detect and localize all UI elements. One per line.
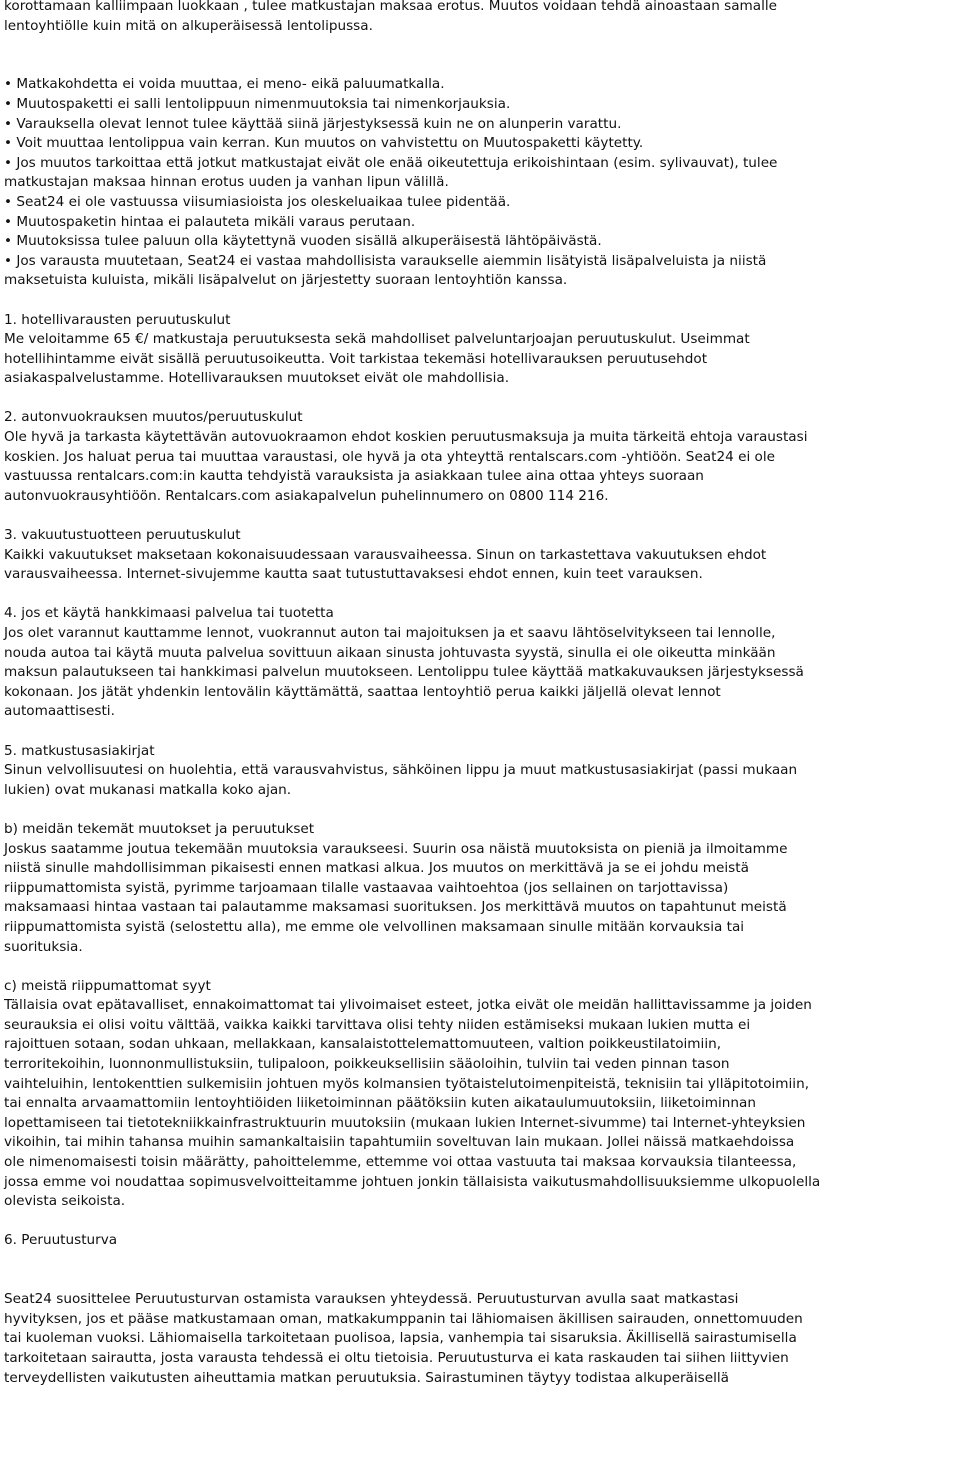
section-cancellation-insurance bbox=[4, 1231, 952, 1388]
section-heading: 2. autonvuokrauksen muutos/peruutuskulut bbox=[4, 409, 303, 426]
text-line: Me veloitamme 65 €/ matkustaja peruutuksesta sekä mahdolliset palveluntarjoajan peruutuskulut. Useimmat bbox=[4, 331, 750, 348]
section-unused-service bbox=[4, 604, 952, 722]
section-insurance bbox=[4, 526, 952, 585]
text-line: varausvaiheessa. Internet-sivujemme kautta saat tutustuttavaksesi ehdot ennen, kuin teet varauksen. bbox=[4, 566, 703, 583]
section-hotel-cancellation bbox=[4, 311, 952, 389]
text-line: korottamaan kalliimpaan luokkaan , tulee matkustajan maksaa erotus. Muutos voidaan tehdä ainoastaan samalle bbox=[4, 0, 778, 14]
text-line: terroritekoihin, luonnonmullistuksiin, tulipaloon, poikkeuksellisiin sääoloihin, tulviin tai veden pinnan tason bbox=[4, 1056, 730, 1073]
text-line: maksun palautukseen tai hankkimasi palvelun muutokseen. Lentolippu tulee käyttää matkakuvauksen järjestyksessä bbox=[4, 664, 804, 681]
text-line: vaihteluihin, lentokenttien sulkemisiin johtuen myös kolmansien työtaistelutoimenpiteistä, teknisiin tai ylläpitotoimiin, bbox=[4, 1075, 810, 1092]
list-item-continuation: maksetuista kuluista, mikäli lisäpalvelut on järjestetty suoraan lentoyhtiön kanssa. bbox=[4, 272, 568, 289]
section-force-majeure bbox=[4, 977, 952, 1212]
text-line: riippumattomista syistä (selostettu alla), me emme ole velvollinen maksamaan sinulle mitään korvauksia tai bbox=[4, 918, 745, 935]
list-item: • Matkakohdetta ei voida muuttaa, ei meno- eikä paluumatkalla. bbox=[4, 76, 445, 93]
text-line: jossa emme voi noudattaa sopimusvelvoitteitamme johtuen jonkin tällaisista vaikutusmahdollisuuksiemme ulkopuolella bbox=[4, 1173, 821, 1190]
section-heading: 4. jos et käytä hankkimaasi palvelua tai tuotetta bbox=[4, 605, 334, 622]
text-line: niistä sinulle mahdollisimman pikaisesti ennen matkasi alkua. Jos muutos on merkittävä ja se ei johdu meistä bbox=[4, 860, 749, 877]
section-heading: 3. vakuutustuotteen peruutuskulut bbox=[4, 527, 241, 544]
text-line: lentoyhtiölle kuin mitä on alkuperäisessä lentolipussa. bbox=[4, 17, 373, 34]
text-line: kokonaan. Jos jätät yhdenkin lentovälin käyttämättä, saattaa lentoyhtiö perua kaikki jäljellä olevat lennot bbox=[4, 683, 721, 700]
section-heading: c) meistä riippumattomat syyt bbox=[4, 977, 211, 994]
list-item: • Muutospaketti ei salli lentolippuun nimenmuutoksia tai nimenkorjauksia. bbox=[4, 95, 511, 112]
text-line: tai ennalta arvaamattomiin lentoyhtiöiden liiketoiminnan päätöksiin kuten aikataulumuutoksiin, liiketoiminnan bbox=[4, 1095, 756, 1112]
text-line: Tällaisia ovat epätavalliset, ennakoimattomat tai ylivoimaiset esteet, jotka eivät ole meidän hallittavissamme ja joiden bbox=[4, 997, 812, 1014]
text-line: asiakaspalvelustamme. Hotellivarauksen muutokset eivät ole mahdollisia. bbox=[4, 370, 510, 387]
restrictions-list bbox=[4, 75, 952, 291]
text-line: Jos olet varannut kauttamme lennot, vuokrannut auton tai majoituksen ja et saavu lähtöselvitykseen tai lennolle, bbox=[4, 625, 776, 641]
text-line: Ole hyvä ja tarkasta käytettävän autovuokraamon ehdot koskien peruutusmaksuja ja muita tärkeitä ehtoja varaustasi bbox=[4, 429, 808, 446]
list-item: • Jos muutos tarkoittaa että jotkut matkustajat eivät ole enää oikeutettuja erikoishintaan (esim. sylivauvat), tulee bbox=[4, 154, 778, 171]
text-line: olevista seikoista. bbox=[4, 1193, 126, 1210]
text-line: maksamaasi hintaa vastaan tai palautamme maksamasi suorituksen. Jos merkittävä muutos on tapahtunut meistä bbox=[4, 899, 787, 916]
section-travel-documents bbox=[4, 742, 952, 801]
text-line: riippumattomista syistä, pyrimme tarjoamaan tilalle vastaavaa vaihtoehtoa (jos sellainen on tarjottavissa) bbox=[4, 879, 729, 896]
section-heading: 1. hotellivarausten peruutuskulut bbox=[4, 311, 231, 328]
list-item: • Muutospaketin hintaa ei palauteta mikäli varaus perutaan. bbox=[4, 213, 416, 230]
section-heading: 5. matkustusasiakirjat bbox=[4, 742, 155, 759]
list-item: • Muutoksissa tulee paluun olla käytettynä vuoden sisällä alkuperäisestä lähtöpäivästä. bbox=[4, 233, 602, 250]
text-line: lukien) ovat mukanasi matkalla koko ajan. bbox=[4, 781, 292, 798]
text-line: nouda autoa tai käytä muuta palvelua sovittuun aikaan sinusta johtuvasta syystä, sinulla ei ole oikeutta minkään bbox=[4, 644, 776, 661]
text-line: tai kuoleman vuoksi. Lähiomaisella tarkoitetaan puolisoa, lapsia, vanhempia tai sisaruksia. Äkillisellä sairastumisella bbox=[4, 1330, 797, 1347]
section-car-rental bbox=[4, 408, 952, 506]
text-line: tarkoitetaan sairautta, josta varausta tehdessä ei oltu tietoisia. Peruutusturva ei kata raskauden tai siihen liittyvien bbox=[4, 1349, 789, 1366]
section-heading: b) meidän tekemät muutokset ja peruutukset bbox=[4, 820, 315, 837]
section-heading: 6. Peruutusturva bbox=[4, 1232, 118, 1249]
list-item: • Jos varausta muutetaan, Seat24 ei vastaa mahdollisista varaukselle aiemmin lisätyistä lisäpalveluista ja niistä bbox=[4, 252, 767, 269]
text-line: seurauksia ei olisi voitu välttää, vaikka kaikki tarvittava olisi tehty niiden estämiseksi mukaan lukien mutta ei bbox=[4, 1016, 751, 1033]
section-our-changes bbox=[4, 820, 952, 957]
list-item-continuation: matkustajan maksaa hinnan erotus uuden ja vanhan lipun välillä. bbox=[4, 174, 449, 191]
text-line: hyvityksen, jos et pääse matkustamaan oman, matkakumppanin tai lähiomaisen äkillisen sairauden, onnettomuuden bbox=[4, 1310, 803, 1327]
text-line: ole nimenomaisesti toisin määrätty, pahoittelemme, ettemme voi ottaa vastuuta tai maksaa korvauksia tilanteessa, bbox=[4, 1154, 797, 1171]
text-line: vastuussa rentalcars.com:in kautta tehdyistä varauksista ja asiakkaan tulee aina ottaa yhteys suoraan bbox=[4, 468, 704, 485]
list-item: • Varauksella olevat lennot tulee käyttää siinä järjestyksessä kuin ne on alunperin varattu. bbox=[4, 115, 622, 132]
text-line: Sinun velvollisuutesi on huolehtia, että varausvahvistus, sähköinen lippu ja muut matkustusasiakirjat (passi mukaan bbox=[4, 762, 798, 779]
document-page bbox=[4, 0, 952, 1388]
text-line: terveydellisten vaikutusten aiheuttamia matkan peruutuksia. Sairastuminen täytyy todistaa alkuperäisellä bbox=[4, 1369, 729, 1386]
text-line: Joskus saatamme joutua tekemään muutoksia varaukseesi. Suurin osa näistä muutoksista on pieniä ja ilmoitamme bbox=[4, 840, 788, 857]
text-line: lopettamiseen tai tietotekniikkainfrastruktuurin muutoksiin (mukaan lukien Internet-sivumme) tai Internet-yhteyksien bbox=[4, 1114, 806, 1131]
text-line: Seat24 suosittelee Peruutusturvan ostamista varauksen yhteydessä. Peruutusturvan avulla saat matkastasi bbox=[4, 1291, 739, 1308]
text-line: hotellihintamme eivät sisällä peruutusoikeutta. Voit tarkistaa tekemäsi hotellivarauksen peruutusehdot bbox=[4, 350, 708, 367]
text-line: rajoittuen sotaan, sodan uhkaan, mellakkaan, kansalaistottelemattomuuteen, valtion poikkeustilatoimiin, bbox=[4, 1036, 722, 1053]
text-line: koskien. Jos haluat perua tai muuttaa varaustasi, ole hyvä ja ota yhteyttä rentalscars.com -yhtiöön. Seat24 ei ole bbox=[4, 448, 776, 465]
list-item: • Voit muuttaa lentolippua vain kerran. Kun muutos on vahvistettu on Muutospaketti käytetty. bbox=[4, 135, 644, 152]
intro-paragraph bbox=[4, 0, 952, 36]
text-line: automaattisesti. bbox=[4, 703, 115, 720]
text-line: autonvuokrausyhtiöön. Rentalcars.com asiakapalvelun puhelinnumero on 0800 114 216. bbox=[4, 487, 609, 504]
text-line: Kaikki vakuutukset maksetaan kokonaisuudessaan varausvaiheessa. Sinun on tarkastettava vakuutuksen ehdot bbox=[4, 546, 767, 563]
text-line: suorituksia. bbox=[4, 938, 83, 955]
text-line: vikoihin, tai mihin tahansa muihin samankaltaisiin tapahtumiin soveltuvan lain mukaan. Jollei näissä matkaehdoissa bbox=[4, 1134, 795, 1151]
list-item: • Seat24 ei ole vastuussa viisumiasioista jos oleskeluaikaa tulee pidentää. bbox=[4, 193, 511, 210]
